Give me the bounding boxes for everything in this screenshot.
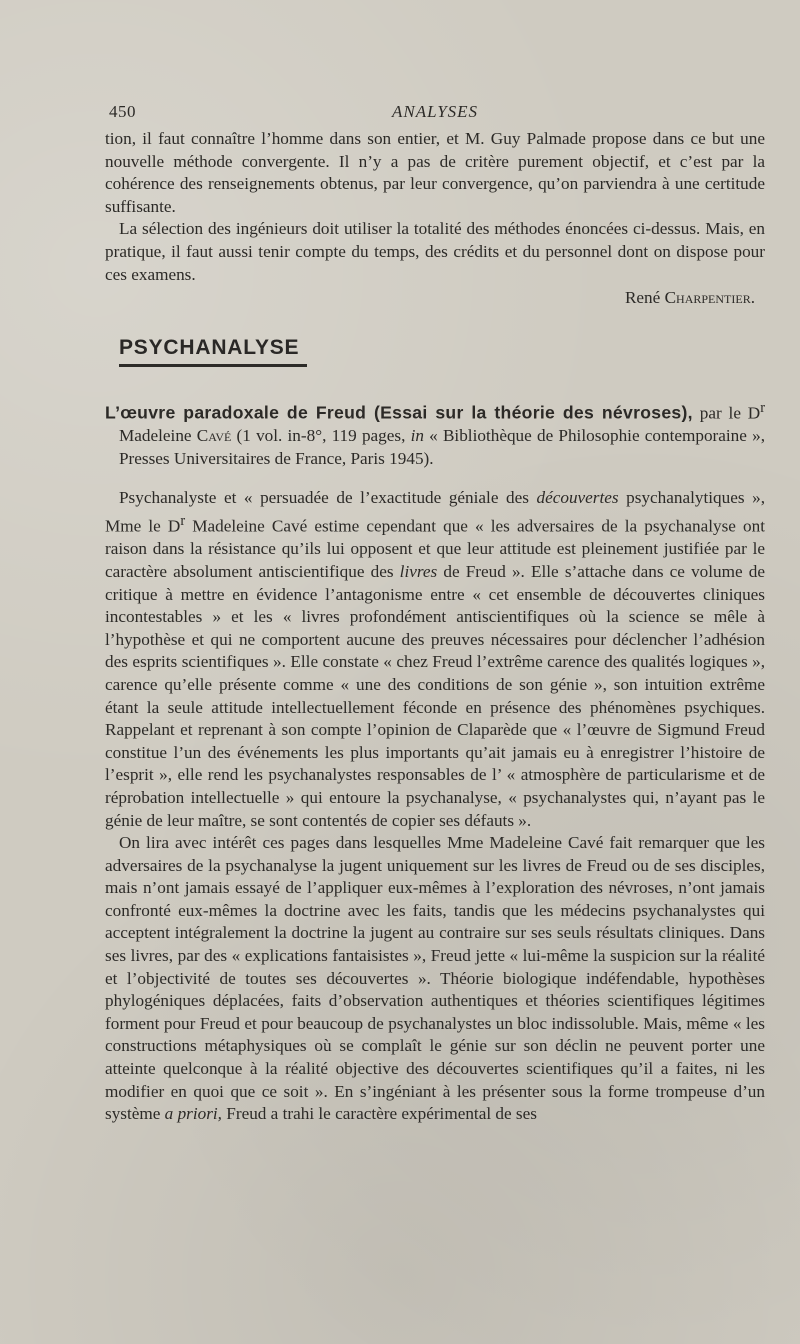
review-author-last: Cavé [196, 426, 232, 446]
signature [105, 287, 765, 310]
section-heading: PSYCHANALYSE [119, 335, 300, 359]
italic-run: livres [399, 561, 438, 581]
paragraph: tion, il faut connaître l’homme dans son entier, et M. Guy Palmade propose dans ce but une nouvelle méthode convergente. Il n’y a pas de critère purement objectif, et c’est par la cohérence des renseignements obtenus, par leur convergence, qu’on parviendra à une certitude suffisante. [105, 129, 765, 216]
review-by-sup: r [760, 399, 765, 416]
text-run: Madeleine Cavé estime cependant que « les adversaires de la psychanalyse ont raison dans la résistance qu’ils lui opposent et que leur attitude est pleinement justifiée par le caractère absolument antiscientifique des [105, 516, 765, 581]
paragraph [105, 832, 765, 1126]
review-author-first: Madeleine [119, 426, 197, 446]
paragraph [105, 487, 765, 832]
review-text [105, 487, 765, 1125]
italic-run: a priori, [164, 1104, 222, 1124]
running-head [105, 98, 765, 128]
text-run: de Freud ». Elle s’attache dans ce volume de critique à mettre en évidence l’antagonisme entre « cet ensemble de découvertes cliniques incontestables » et les « livres profondément antiscientifiques où la science se mêle à l’hypothèse et qui ne comportent aucune des preuves nécessaires pour déclencher l’adhésion des esprits scientifiques ». Elle constate « chez Freud l’extrême carence des qualités logiques », carence qu’elle présente comme « une des conditions de son génie », son intuition extrême étant la seule attitude intellectuellement féconde en présence des phénomènes psychiques. Rappelant et reprenant à son compte l’opinion de Claparède que « l’œuvre de Sigmund Freud constitue l’un des événements les plus importants qu’ait jamais eu à enregistrer l’histoire de l’esprit », elle rend les psychanalystes responsables de l’ « atmosphère de particularisme et de réprobation intellectuelle » qui entoure la psychanalyse, « psychanalystes qui, n’ayant pas le génie de leur maître, se sont contentés de copier ses défauts ». [105, 561, 765, 830]
italic-run: découvertes [536, 488, 619, 508]
review-in-word: in [410, 426, 424, 446]
text-run: Freud a trahi le caractère expérimental de ses [221, 1104, 537, 1124]
superscript: r [180, 513, 186, 530]
review-heading [105, 397, 765, 471]
review-details: (1 vol. in-8°, 119 pages, [231, 426, 411, 446]
review-series: « Bibliothèque de Philosophie contemporaine », Presses Universitaires de France, Paris 1945). [119, 426, 765, 468]
text-run: psychanalytiques », Mme le D [105, 488, 765, 536]
section-underline [119, 364, 307, 367]
review-title: L’œuvre paradoxale de Freud (Essai sur la théorie des névroses), [105, 402, 693, 423]
running-title: ANALYSES [391, 102, 479, 121]
review-by: par le D [692, 403, 761, 423]
page [105, 98, 765, 1126]
signature-first-name: René [624, 288, 661, 308]
text-run: On lira avec intérêt ces pages dans lesquelles Mme Madeleine Cavé fait remarquer que les adversaires de la psychanalyse la jugent uniquement sur les livres de Freud ou de ses disciples, mais n’ont jamais essayé de l’appliquer eux-mêmes à l’exploration des névroses, n’ont jamais confronté eux-mêmes la doctrine avec les faits, tandis que les médecins psychanalystes qui acceptent intégralement la doctrine la jugent au contraire sur ses seuls résultats cliniques. Dans ses livres, par des « explications fantaisistes », Freud jette « lui-même la suspicion sur la réalité et l’objectivité de toutes ses découvertes ». Théorie biologique indéfendable, hypothèses phylogéniques déplacées, faits d’observation authentiques et théories scientifiques légitimes forment pour Freud et pour beaucoup de psychanalystes un bloc indissoluble. Mais, même « les constructions métaphysiques où se complaît le génie sur son déclin ne peuvent porter une atteinte quelconque à la réalité objective des découvertes scientifiques qu’il a faites, ni les modifier en quoi que ce soit ». En s’ingéniant à les présenter sous la forme trompeuse d’un système [105, 833, 765, 1124]
page-number: 450 [109, 102, 136, 121]
paragraph: La sélection des ingénieurs doit utiliser la totalité des méthodes énoncées ci-dessus. Mais, en pratique, il faut aussi tenir compte du temps, des crédits et du personnel dont on dispose pour ces examens. [105, 219, 765, 284]
intro-text [105, 128, 765, 310]
text-run: Psychanalyste et « persuadée de l’exactitude géniale des [119, 488, 537, 508]
signature-last-name: Charpentier. [664, 288, 755, 308]
